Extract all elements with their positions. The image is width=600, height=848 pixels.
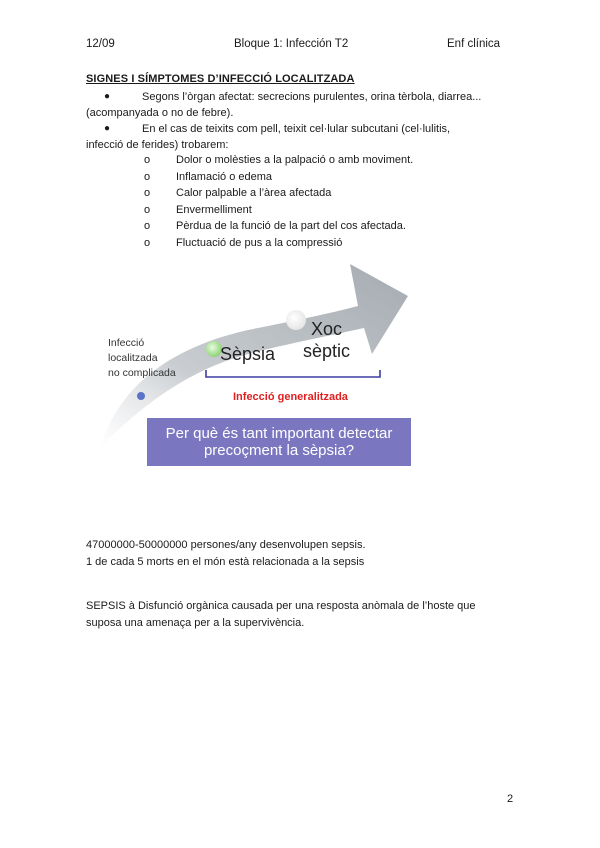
list-item [144, 218, 413, 235]
header-subject: Enf clínica [447, 38, 501, 50]
generalized-infection-label: Infecció generalitzada [233, 391, 348, 403]
definition-line: suposa una amenaça per a la supervivència. [86, 617, 305, 629]
bullet-marker: ● [104, 91, 111, 102]
list-item-text: Pèrdua de la funció de la part del cos afectada. [176, 220, 406, 233]
stage-label-sepsis: Sèpsia [220, 344, 276, 364]
list-item-text: Inflamació o edema [176, 170, 272, 183]
page-number: 2 [507, 793, 514, 805]
bullet-marker: ● [104, 123, 111, 134]
question-line: Per què és tant important detectar [165, 425, 393, 442]
header-block: Bloque 1: Infección T2 [234, 38, 349, 50]
list-item [144, 152, 413, 169]
list-item-text: Calor palpable a l’àrea afectada [176, 187, 332, 200]
stage-label-line: localitzada [108, 352, 158, 364]
sepsis-stats [86, 537, 366, 571]
list-item-text: Dolor o molèsties a la palpació o amb moviment. [176, 154, 414, 166]
bullet-line: Segons l’òrgan afectat: secrecions purulentes, orina tèrbola, diarrea... [142, 91, 482, 103]
bullet-line: En el cas de teixits com pell, teixit cel·lular subcutani (cel·lulitis, [142, 123, 451, 135]
list-item [144, 185, 413, 202]
list-item-text: Fluctuació de pus a la compressió [176, 236, 343, 249]
generalized-bracket [206, 370, 380, 377]
list-marker: o [144, 154, 151, 166]
question-line: precoçment la sèpsia? [203, 442, 355, 459]
list-marker: o [144, 170, 151, 183]
symptom-list [144, 152, 413, 252]
section-title: SIGNES I SÍMPTOMES D’INFECCIÓ LOCALITZADA [86, 73, 355, 85]
stage-label-line: no complicada [108, 367, 176, 379]
question-box [147, 418, 411, 466]
stage-dot-local [137, 392, 145, 400]
list-marker: o [144, 220, 151, 233]
bullet-line-cont: (acompanyada o no de febre). [86, 107, 234, 119]
list-item [144, 169, 413, 186]
bullet-line-cont: infecció de ferides) trobarem: [86, 139, 229, 151]
bullet-item [86, 121, 526, 153]
definition-line: SEPSIS à Disfunció orgànica causada per una resposta anòmala de l’hoste que [86, 600, 476, 612]
list-marker: o [144, 236, 151, 249]
bullet-item [86, 89, 526, 121]
list-item-text: Envermelliment [176, 203, 252, 216]
stage-label-line: Infecció [108, 337, 145, 349]
list-item [144, 235, 413, 252]
list-marker: o [144, 187, 151, 200]
stage-label-line: Xoc [311, 319, 343, 339]
list-item [144, 202, 413, 219]
stage-label-line: sèptic [303, 341, 351, 361]
stats-line: 47000000-50000000 persones/any desenvolupen sepsis. [86, 539, 366, 551]
stats-line: 1 de cada 5 morts en el món està relacionada a la sepsis [86, 556, 365, 568]
sepsis-definition [86, 598, 526, 632]
header-date: 12/09 [86, 38, 115, 50]
stage-label-local [108, 336, 176, 381]
stage-label-shock [303, 318, 350, 362]
list-marker: o [144, 203, 151, 216]
